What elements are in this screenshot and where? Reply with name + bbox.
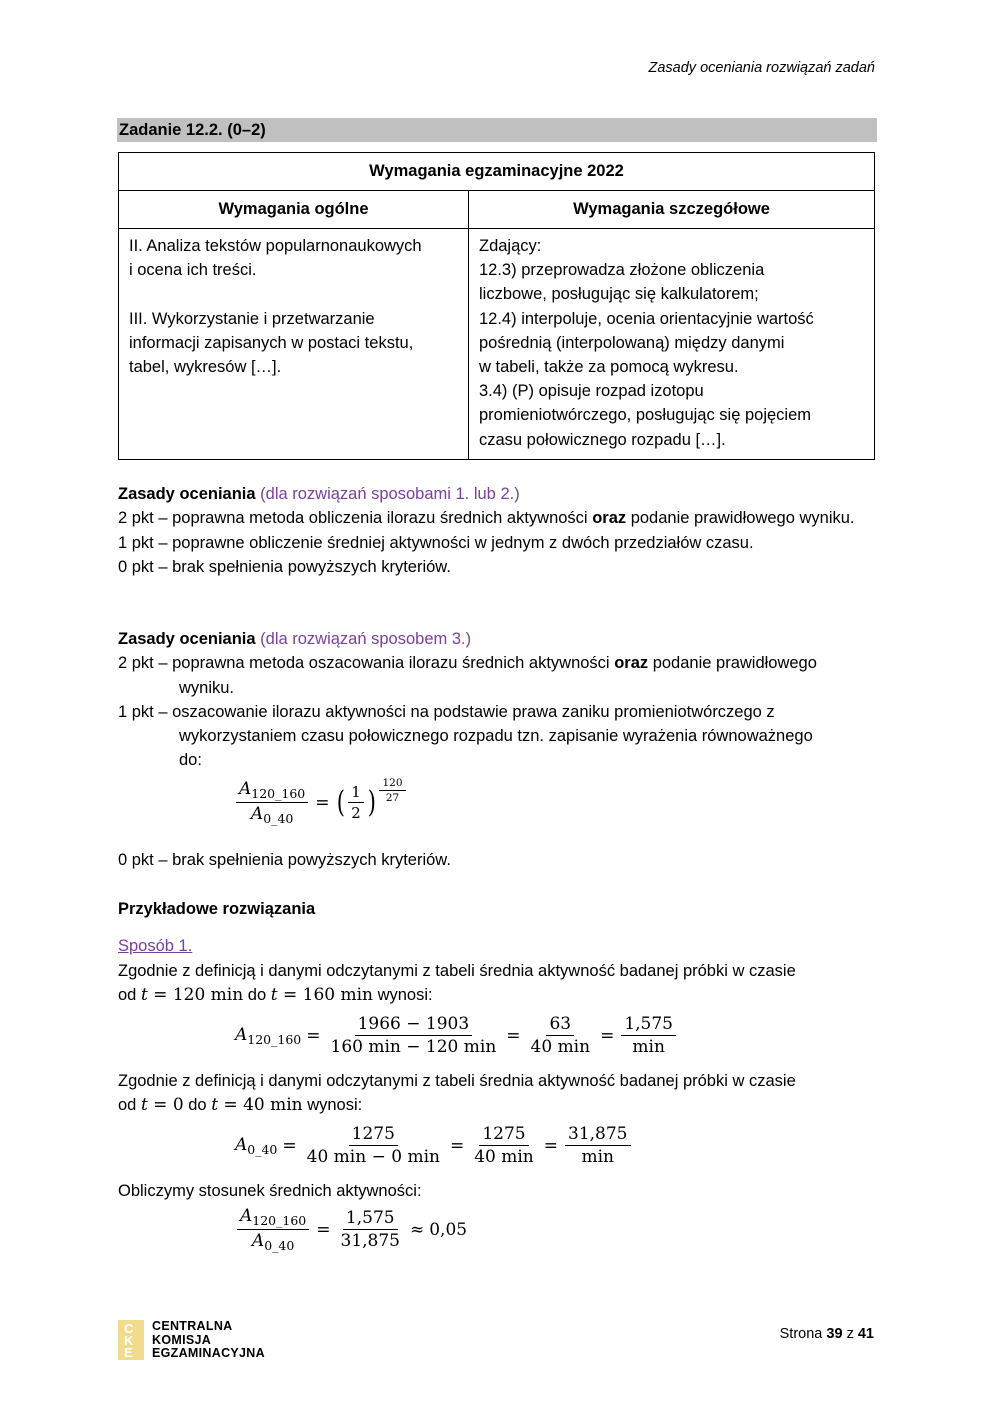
fraction	[565, 1124, 630, 1167]
numerator: 1275	[479, 1124, 528, 1146]
scoring-section-1	[118, 482, 878, 579]
scoring-heading-note: (dla rozwiązań sposobami 1. lub 2.)	[260, 485, 520, 503]
value: = 120 min	[147, 985, 244, 1006]
logo-line: KOMISJA	[152, 1332, 212, 1347]
fraction	[528, 1014, 594, 1057]
symbol-t: t	[270, 985, 278, 1006]
fraction	[304, 1124, 443, 1167]
text: wynosi:	[302, 1096, 363, 1115]
subscript: 120_160	[251, 786, 306, 801]
subscript: 120_160	[247, 1031, 302, 1047]
denominator: 40 min	[474, 1147, 534, 1167]
subscript: 0_40	[247, 1141, 278, 1157]
approx-sign: ≈	[409, 1219, 425, 1240]
page-total: 41	[857, 1326, 874, 1342]
text: do	[243, 986, 271, 1005]
denominator: min	[581, 1147, 615, 1167]
numerator: 1275	[349, 1124, 398, 1146]
denominator: 40 min	[530, 1037, 591, 1057]
equals-sign: =	[600, 1025, 615, 1046]
symbol-a: A	[235, 1024, 248, 1045]
text: od	[118, 986, 141, 1005]
criterion-text: podanie prawidłowego wyniku.	[179, 654, 817, 697]
general-line: II. Analiza tekstów popularnonaukowych	[129, 237, 422, 255]
spacer	[129, 282, 458, 306]
page-sep: z	[846, 1326, 854, 1342]
requirements-table-title: Wymagania egzaminacyjne 2022	[119, 153, 875, 191]
general-line: informacji zapisanych w postaci tekstu,	[129, 333, 414, 352]
numerator: 1,575	[621, 1014, 676, 1036]
equals-sign: =	[306, 1025, 321, 1046]
subscript: 0_40	[263, 811, 294, 826]
page-label: Strona	[779, 1326, 823, 1342]
activity-ratio-fraction	[237, 1206, 309, 1253]
example-line: Zgodnie z definicją i danymi odczytanymi z tabeli średnia aktywność badanej próbki w czasie	[118, 1072, 796, 1090]
logo-letter: C	[124, 1321, 134, 1337]
symbol-a: A	[235, 1134, 248, 1155]
numerator: 1966 − 1903	[355, 1014, 473, 1036]
symbol-a: A	[239, 779, 252, 799]
right-paren-icon: )	[367, 784, 376, 820]
detailed-line: 3.4) (P) opisuje rozpad izotopu	[479, 382, 704, 401]
equation-2	[235, 1124, 633, 1167]
half-denominator: 2	[351, 804, 361, 822]
scoring-heading-1	[118, 482, 878, 506]
page-number	[780, 1326, 874, 1342]
denominator: min	[632, 1037, 665, 1057]
symbol-a: A	[240, 1206, 253, 1226]
numerator: 1,575	[343, 1208, 398, 1230]
logo-letter: E	[124, 1345, 133, 1361]
example-line-3: Obliczymy stosunek średnich aktywności:	[118, 1182, 422, 1200]
fraction	[328, 1014, 500, 1057]
equals-sign: =	[543, 1135, 559, 1156]
logo-line: EGZAMINACYJNA	[152, 1346, 265, 1360]
logo-line: CENTRALNA	[152, 1319, 233, 1333]
left-paren-icon: (	[336, 784, 345, 820]
detailed-line: liczbowe, posługując się kalkulatorem;	[479, 285, 759, 304]
running-header: Zasady oceniania rozwiązań zadań	[648, 60, 875, 76]
numerator: 63	[546, 1014, 574, 1036]
col-general-header: Wymagania ogólne	[119, 191, 469, 229]
detailed-line: czasu połowicznego rozpadu […].	[479, 430, 726, 449]
scoring-heading-2	[118, 627, 838, 651]
symbol-t: t	[211, 1095, 219, 1116]
logo-text	[152, 1320, 265, 1361]
method-1-link[interactable]: Sposób 1.	[118, 937, 193, 955]
symbol-a: A	[250, 804, 264, 824]
general-line: tabel, wykresów […].	[129, 358, 282, 376]
detailed-line: 12.4) interpoluje, ocenia orientacyjnie wartość	[479, 309, 814, 328]
general-line: i ocena ich treści.	[129, 261, 257, 280]
examples-heading: Przykładowe rozwiązania	[118, 900, 316, 918]
equation-3	[235, 1206, 467, 1253]
text: od	[118, 1096, 141, 1115]
criterion-2pkt	[118, 651, 838, 700]
activity-ratio-fraction	[236, 779, 308, 826]
example-line	[118, 983, 878, 1007]
criterion-bold: oraz	[592, 509, 627, 528]
symbol-t: t	[140, 985, 148, 1006]
equals-sign: =	[315, 792, 330, 813]
subscript: 120_160	[252, 1213, 307, 1228]
numerator: 31,875	[565, 1124, 630, 1146]
example-line: Zgodnie z definicją i danymi odczytanymi z tabeli średnia aktywność badanej próbki w czasie	[118, 962, 796, 980]
fraction	[621, 1014, 676, 1057]
equation-1	[235, 1014, 678, 1057]
criterion-2pkt	[118, 506, 878, 530]
symbol-t: t	[140, 1095, 148, 1116]
equals-sign: =	[449, 1135, 465, 1156]
denominator: 160 min − 120 min	[330, 1037, 497, 1057]
equals-sign: =	[316, 1219, 331, 1240]
text: wynosi:	[373, 986, 433, 1005]
criterion-text: 2 pkt – poprawna metoda oszacowania ilorazu średnich aktywności	[118, 654, 615, 673]
result-value: 0,05	[429, 1219, 468, 1240]
cke-logo-mark-icon	[118, 1320, 144, 1360]
denominator: 31,875	[340, 1231, 400, 1251]
value: = 160 min	[277, 985, 373, 1006]
requirements-table	[118, 152, 875, 460]
example-line	[118, 1093, 878, 1117]
criterion-1pkt: 1 pkt – poprawne obliczenie średniej aktywności w jednym z dwóch przedziałów czasu.	[118, 533, 754, 552]
criterion-1pkt: 1 pkt – oszacowanie ilorazu aktywności na podstawie prawa zaniku promieniotwórczego z wykorzystaniem czasu połowicznego rozpadu tzn. zapisanie wyrażenia równoważnego do:	[118, 702, 813, 770]
criterion-0pkt: 0 pkt – brak spełnienia powyższych kryteriów.	[118, 851, 451, 869]
criterion-bold: oraz	[614, 654, 649, 673]
detailed-line: Zdający:	[479, 237, 542, 255]
half-numerator: 1	[348, 783, 364, 803]
scoring-section-2	[118, 627, 838, 773]
scoring-heading-text: Zasady oceniania	[118, 630, 256, 648]
decay-formula	[234, 779, 408, 826]
half-fraction	[348, 783, 364, 822]
scoring-heading-note: (dla rozwiązań sposobem 3.)	[260, 630, 472, 648]
logo-letter: K	[124, 1333, 134, 1349]
col-detailed-header: Wymagania szczegółowe	[469, 191, 875, 229]
example-text-1	[118, 959, 878, 1008]
example-text-2	[118, 1069, 878, 1118]
detailed-line: promieniotwórczego, posługując się pojęciem	[479, 406, 812, 425]
general-line: III. Wykorzystanie i przetwarzanie	[129, 309, 375, 328]
exponent-denominator: 27	[385, 792, 400, 804]
detailed-line: pośrednią (interpolowaną) między danymi	[479, 333, 785, 352]
method-1-label	[118, 934, 192, 958]
general-requirements-cell	[119, 229, 469, 460]
task-title: Zadanie 12.2. (0–2)	[117, 118, 877, 142]
equals-sign: =	[282, 1135, 297, 1156]
page-current: 39	[826, 1326, 843, 1342]
value: = 0	[147, 1095, 184, 1116]
denominator: 40 min − 0 min	[306, 1147, 440, 1167]
exponent-numerator: 120	[379, 777, 405, 791]
criterion-text: 2 pkt – poprawna metoda obliczenia ilorazu średnich aktywności	[118, 509, 593, 528]
criterion-text: podanie prawidłowego wyniku.	[626, 509, 855, 528]
cke-logo	[118, 1320, 265, 1361]
symbol-a: A	[251, 1231, 265, 1251]
criterion-0pkt: 0 pkt – brak spełnienia powyższych kryteriów.	[118, 557, 451, 576]
equals-sign: =	[506, 1025, 521, 1046]
scoring-heading-text: Zasady oceniania	[118, 485, 256, 503]
detailed-line: w tabeli, także za pomocą wykresu.	[479, 358, 739, 377]
fraction	[338, 1208, 403, 1251]
exponent-fraction	[379, 777, 405, 804]
value: = 40 min	[218, 1095, 303, 1116]
detailed-requirements-cell	[469, 229, 875, 460]
detailed-line: 12.3) przeprowadza złożone obliczenia	[479, 261, 765, 280]
fraction	[471, 1124, 537, 1167]
subscript: 0_40	[264, 1238, 295, 1253]
text: do	[183, 1096, 212, 1115]
